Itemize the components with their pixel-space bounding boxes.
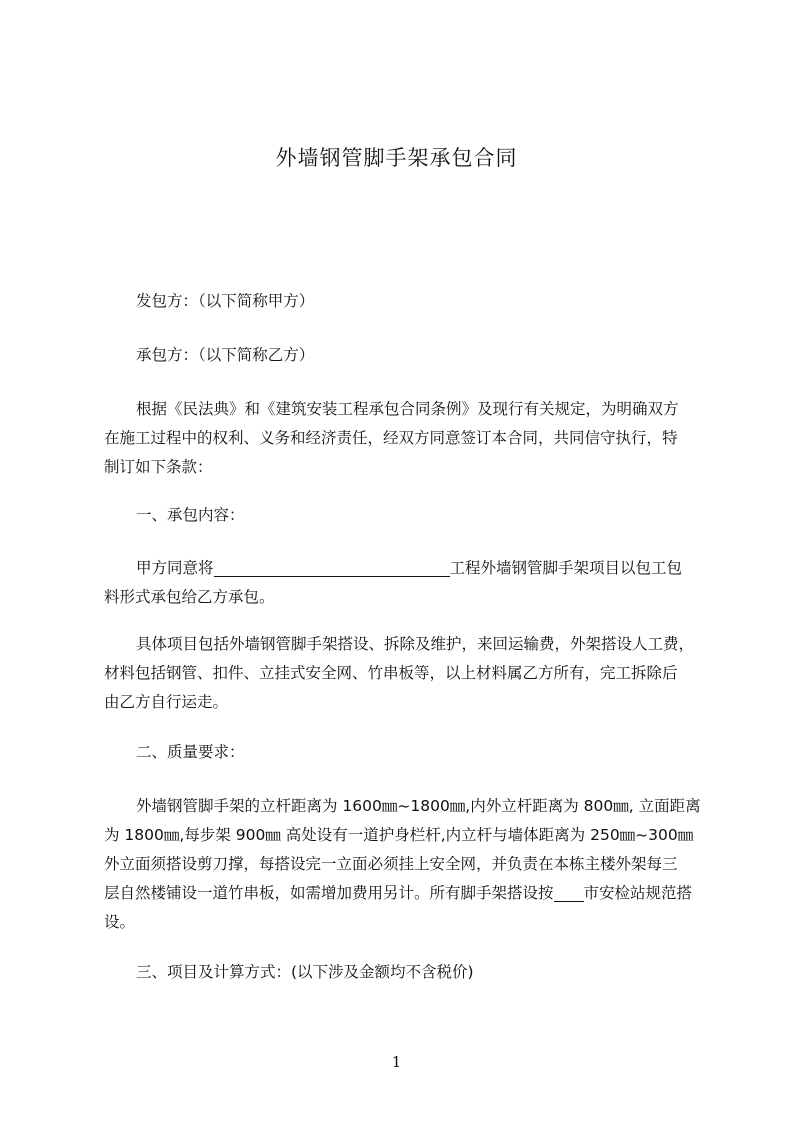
section-1-paragraph-1-line-2: 料形式承包给乙方承包。 <box>104 588 275 606</box>
page-number: 1 <box>391 1053 402 1071</box>
city-name-blank <box>554 883 584 902</box>
section-1-paragraph-1 <box>104 554 724 583</box>
p1-prefix: 甲方同意将 <box>136 559 214 577</box>
section-1-paragraph-2-line-1: 具体项目包括外墙钢管脚手架搭设、拆除及维护，来回运输费，外架搭设人工费， <box>136 635 695 653</box>
section-2-line-4 <box>104 879 724 908</box>
line-4-suffix: 市安检站规范搭 <box>583 884 693 902</box>
section-1-paragraph-2-line-2: 材料包括钢管、扣件、立挂式安全网、竹串板等，以上材料属乙方所有，完工拆除后 <box>104 664 678 682</box>
section-3-heading: 三、项目及计算方式：(以下涉及金额均不含税价) <box>136 963 474 981</box>
section-2-line-5: 设。 <box>104 913 136 931</box>
contract-title: 外墙钢管脚手架承包合同 <box>275 146 518 170</box>
section-2-line-3: 外立面须搭设剪刀撑，每搭设完一立面必须挂上安全网，并负责在本栋主楼外架每三 <box>104 855 678 873</box>
section-2-line-2: 为 1800㎜,每步架 900㎜ 高处设有一道护身栏杆,内立杆与墙体距离为 250㎜~300㎜ <box>104 826 694 844</box>
line-4-text: 层自然楼铺设一道竹串板，如需增加费用另计。所有脚手架搭设按 <box>104 884 554 902</box>
party-b-line: 承包方：（以下简称乙方） <box>136 346 315 364</box>
p1-suffix: 工程外墙钢管脚手架项目以包工包 <box>449 559 683 577</box>
section-2-heading: 二、质量要求： <box>136 743 245 761</box>
section-1-heading: 一、承包内容： <box>136 506 245 524</box>
section-1-paragraph-2-line-3: 由乙方自行运走。 <box>104 693 229 711</box>
party-a-line: 发包方：（以下简称甲方） <box>136 292 315 310</box>
section-2-line-1: 外墙钢管脚手架的立杆距离为 1600㎜~1800㎜,内外立杆距离为 800㎜, 立面距离 <box>136 797 701 815</box>
project-name-blank <box>214 558 450 577</box>
preamble-line-1: 根据《民法典》和《建筑安装工程承包合同条例》及现行有关规定，为明确双方 <box>136 400 679 418</box>
preamble-line-2: 在施工过程中的权利、义务和经济责任，经双方同意签订本合同，共同信守执行，特 <box>104 429 678 447</box>
preamble-line-3: 制订如下条款： <box>104 458 213 476</box>
